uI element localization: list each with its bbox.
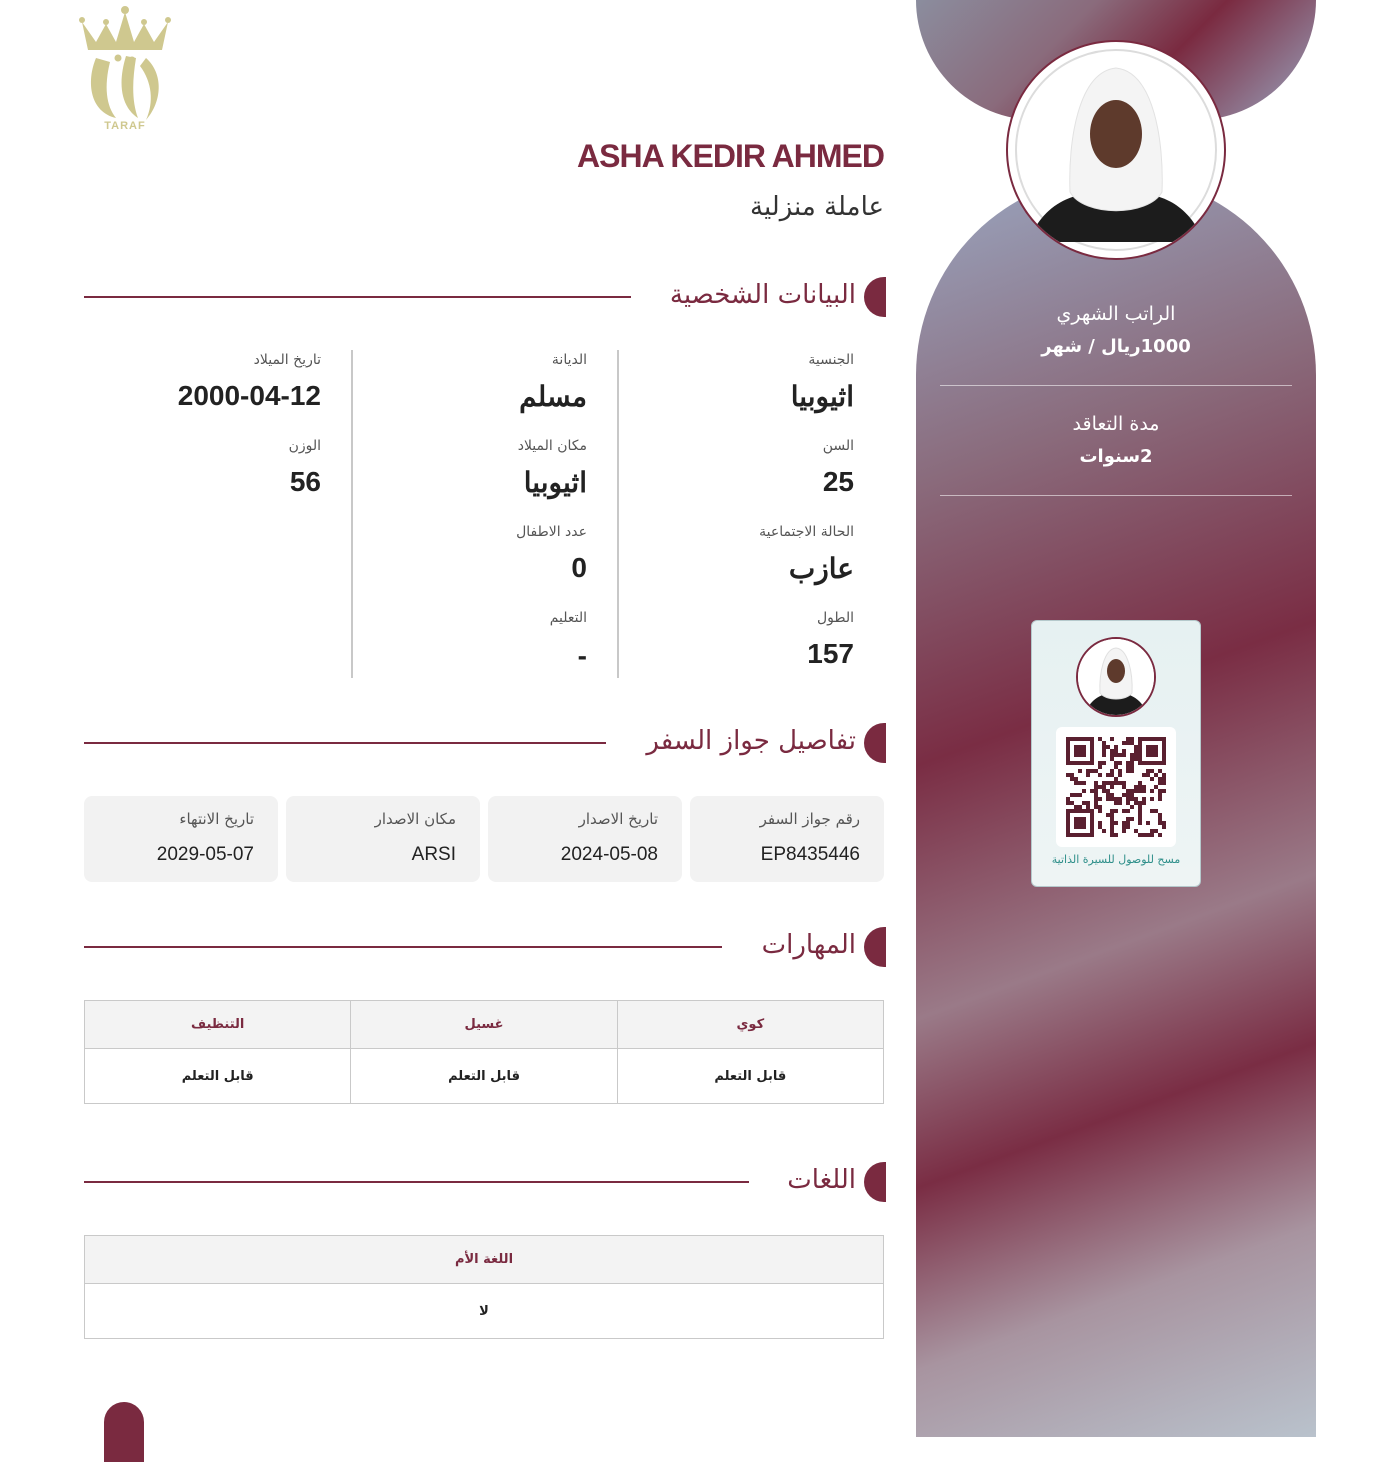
contract-value: 2سنوات	[1079, 446, 1153, 467]
issue-place-label: مكان الاصدار	[374, 810, 456, 828]
education-label: التعليم	[549, 610, 587, 626]
marital-value: عازب	[788, 553, 854, 584]
sidebar-divider	[940, 385, 1292, 386]
section-marker	[864, 723, 886, 763]
dob-value: 2000-04-12	[177, 380, 321, 411]
qr-code-icon	[1056, 727, 1176, 847]
issue-date-label: تاريخ الاصدار	[578, 810, 658, 828]
salary-label: الراتب الشهري	[1056, 303, 1176, 325]
qr-caption: مسح للوصول للسيرة الذاتية	[1051, 853, 1181, 866]
expiry-label: تاريخ الانتهاء	[179, 810, 254, 828]
passport-number-label: رقم جواز السفر	[759, 810, 860, 828]
skill-level: قابل التعلم	[617, 1049, 883, 1104]
weight-label: الوزن	[288, 438, 321, 454]
candidate-name: ASHA KEDIR AHMED	[577, 138, 884, 174]
section-marker	[864, 1162, 886, 1202]
column-divider	[351, 350, 353, 678]
children-value: 0	[571, 552, 587, 583]
age-label: السن	[822, 438, 854, 454]
expiry-value: 2029-05-07	[156, 844, 254, 865]
skill-level: قابل التعلم	[85, 1049, 351, 1104]
skill-header: غسيل	[351, 1001, 617, 1049]
passport-number-value: EP8435446	[760, 844, 860, 865]
dob-label: تاريخ الميلاد	[253, 352, 321, 368]
column-divider	[617, 350, 619, 678]
passport-issue-place-card	[286, 796, 480, 882]
salary-value: 1000ريال / شهر	[1041, 336, 1191, 357]
passport-expiry-card	[84, 796, 278, 882]
section-marker	[864, 277, 886, 317]
qr-card-avatar	[1076, 637, 1156, 717]
children-label: عدد الاطفال	[516, 524, 587, 540]
height-value: 157	[807, 638, 854, 669]
language-header: اللغة الأم	[85, 1236, 884, 1284]
skills-table	[84, 1000, 884, 1104]
birthplace-value: اثيوبيا	[523, 467, 587, 498]
section-marker	[864, 927, 886, 967]
skill-header: التنظيف	[85, 1001, 351, 1049]
logo-text: TARAF	[104, 120, 146, 132]
skill-level: قابل التعلم	[351, 1049, 617, 1104]
education-value: -	[577, 640, 587, 671]
languages-table	[84, 1235, 884, 1339]
section-divider	[84, 296, 631, 298]
person-avatar-icon	[1008, 42, 1224, 258]
passport-number-card	[690, 796, 884, 882]
marital-label: الحالة الاجتماعية	[759, 524, 854, 540]
issue-place-value: ARSI	[411, 844, 456, 865]
language-value: لا	[85, 1284, 884, 1339]
birthplace-label: مكان الميلاد	[517, 438, 587, 454]
contract-label: مدة التعاقد	[1072, 413, 1160, 435]
section-divider	[84, 1181, 749, 1183]
height-label: الطول	[816, 610, 854, 626]
bottom-decoration	[104, 1402, 144, 1462]
religion-label: الديانة	[551, 352, 587, 368]
taraf-logo	[76, 2, 174, 134]
qr-code[interactable]	[1056, 727, 1176, 847]
crown-logo-icon	[76, 2, 174, 134]
nationality-label: الجنسية	[808, 352, 854, 368]
passport-issue-date-card	[488, 796, 682, 882]
profile-photo	[1006, 40, 1226, 260]
section-title-personal: البيانات الشخصية	[669, 280, 856, 310]
sidebar-divider	[940, 495, 1292, 496]
skill-header: كوي	[617, 1001, 883, 1049]
age-value: 25	[822, 466, 854, 497]
candidate-role: عاملة منزلية	[750, 192, 884, 222]
person-avatar-icon	[1078, 639, 1154, 715]
issue-date-value: 2024-05-08	[560, 844, 658, 865]
section-title-languages: اللغات	[787, 1165, 856, 1195]
weight-value: 56	[289, 466, 321, 497]
section-title-passport: تفاصيل جواز السفر	[646, 726, 856, 756]
nationality-value: اثيوبيا	[790, 381, 854, 412]
section-divider	[84, 946, 722, 948]
section-divider	[84, 742, 606, 744]
religion-value: مسلم	[519, 381, 587, 412]
section-title-skills: المهارات	[761, 930, 856, 960]
